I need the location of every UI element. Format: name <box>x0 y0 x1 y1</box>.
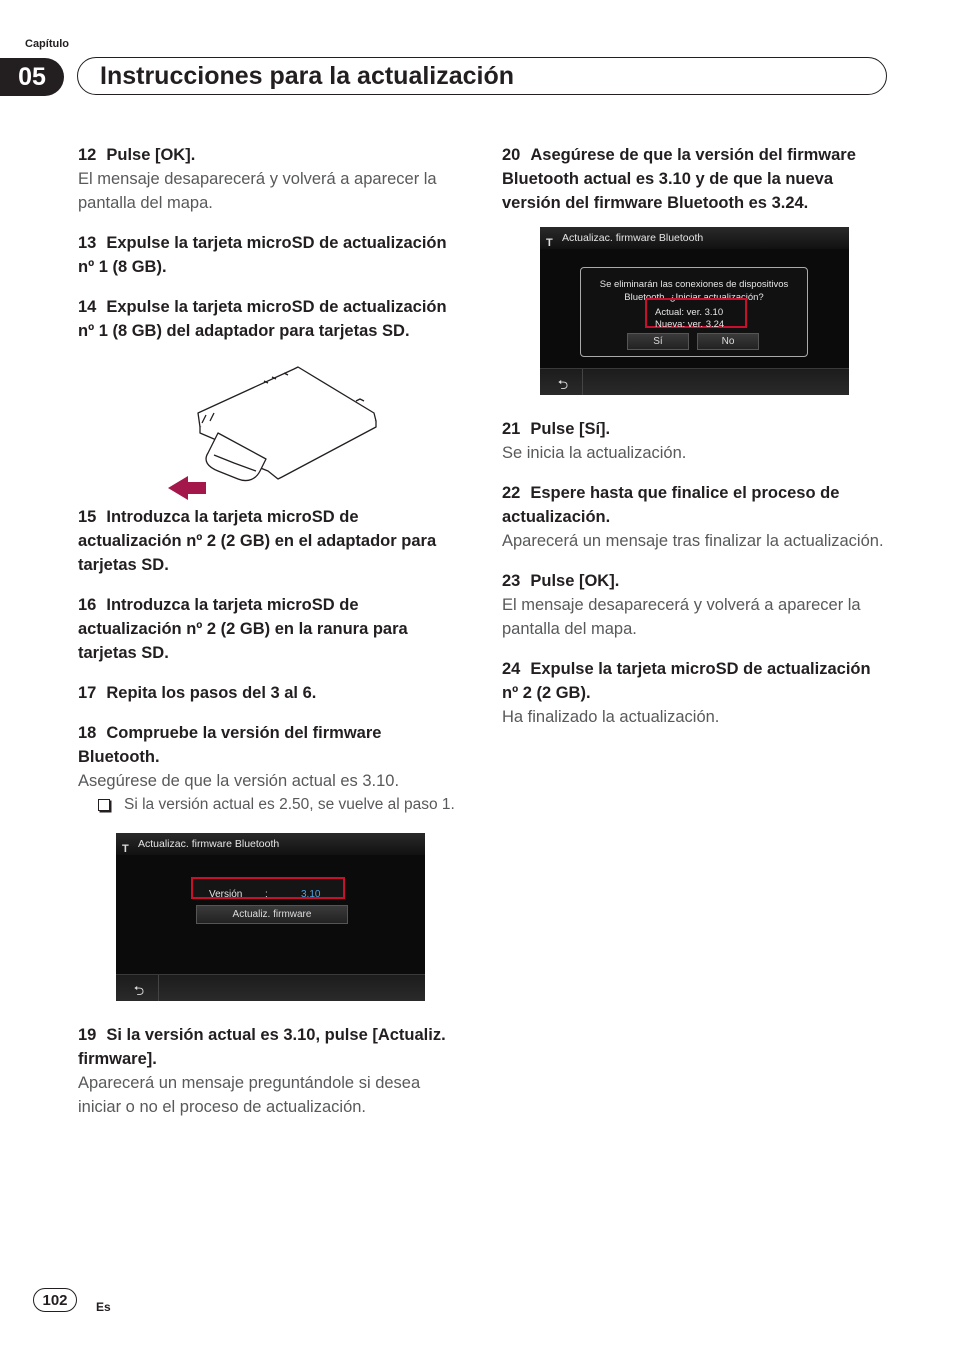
left-column <box>78 143 463 1119</box>
confirm-dialog <box>580 267 808 357</box>
yes-button[interactable]: Sí <box>627 333 689 350</box>
new-version: Nueva: ver. 3.24 <box>655 319 725 330</box>
pioneer-logo-icon: T <box>122 843 129 855</box>
step-18: 18 Compruebe la versión del firmware Bluetooth. <box>78 724 382 766</box>
step-13: 13 Expulse la tarjeta microSD de actualización nº 1 (8 GB). <box>78 234 447 276</box>
step-22: 22 Espere hasta que finalice el proceso de actualización. <box>502 484 840 526</box>
step-23: 23 Pulse [OK]. <box>502 572 620 590</box>
update-firmware-button[interactable]: Actualiz. firmware <box>196 905 348 924</box>
checkbox-bullet-icon <box>98 799 110 811</box>
step-14: 14 Expulse la tarjeta microSD de actualización nº 1 (8 GB) del adaptador para tarjetas SD. <box>78 298 447 340</box>
step-22-body: Aparecerá un mensaje tras finalizar la actualización. <box>502 532 884 550</box>
screen-bottom-bar <box>116 974 425 1001</box>
step-24: 24 Expulse la tarjeta microSD de actualización nº 2 (2 GB). <box>502 660 871 702</box>
step-19-body: Aparecerá un mensaje preguntándole si desea iniciar o no el proceso de actualización. <box>78 1074 421 1116</box>
eject-arrow-icon <box>168 476 206 500</box>
page-number: 102 <box>33 1288 77 1312</box>
screen-bottom-bar <box>540 368 849 395</box>
step-23-body: El mensaje desaparecerá y volverá a aparecer la pantalla del mapa. <box>502 596 861 638</box>
chapter-title: Instrucciones para la actualización <box>100 62 515 90</box>
sd-adapter-illustration <box>78 343 463 505</box>
sd-card-eject-icon <box>78 343 463 505</box>
version-value: 3.10 <box>301 889 321 900</box>
step-18-body: Asegúrese de que la versión actual es 3.10. <box>78 772 400 790</box>
right-column <box>502 143 887 729</box>
chapter-label: Capítulo <box>25 38 69 50</box>
step-24-body: Ha finalizado la actualización. <box>502 708 720 726</box>
step-12-body: El mensaje desaparecerá y volverá a aparecer la pantalla del mapa. <box>78 170 437 212</box>
current-version: Actual: ver. 3.10 <box>655 307 724 318</box>
dialog-message-line2: Bluetooth. ¿Iniciar actualización? <box>624 292 764 303</box>
language-code: Es <box>96 1300 111 1314</box>
back-arrow-icon[interactable]: ⮌ <box>133 983 145 998</box>
step-21-body: Se inicia la actualización. <box>502 444 687 462</box>
pioneer-logo-icon: T <box>546 237 553 249</box>
step-19: 19 Si la versión actual es 3.10, pulse [Actualiz. firmware]. <box>78 1026 446 1068</box>
step-21: 21 Pulse [Sí]. <box>502 420 611 438</box>
version-highlight-box: Versión : 3.10 <box>191 877 345 899</box>
chapter-number: 05 <box>0 58 64 96</box>
screen-title-bar: T Actualizac. firmware Bluetooth <box>540 227 849 249</box>
step-15: 15 Introduzca la tarjeta microSD de actualización nº 2 (2 GB) en el adaptador para tarjetas SD. <box>78 508 437 574</box>
step-17: 17 Repita los pasos del 3 al 6. <box>78 684 317 702</box>
step-20: 20 Asegúrese de que la versión del firmware Bluetooth actual es 3.10 y de que la nueva versión del firmware Bluetooth es 3.24. <box>502 146 856 212</box>
version-compare-highlight <box>645 298 747 328</box>
screenshot-firmware-version <box>116 833 425 1001</box>
screenshot-update-confirm <box>540 227 849 395</box>
step-12: 12 Pulse [OK]. <box>78 146 196 164</box>
dialog-message-line1: Se eliminarán las conexiones de dispositivos <box>599 279 789 290</box>
step-16: 16 Introduzca la tarjeta microSD de actualización nº 2 (2 GB) en la ranura para tarjetas SD. <box>78 596 408 662</box>
step-18-note: Si la versión actual es 2.50, se vuelve al paso 1. <box>98 793 463 817</box>
screen-title-bar: T Actualizac. firmware Bluetooth <box>116 833 425 855</box>
no-button[interactable]: No <box>697 333 759 350</box>
back-arrow-icon[interactable]: ⮌ <box>557 377 569 392</box>
